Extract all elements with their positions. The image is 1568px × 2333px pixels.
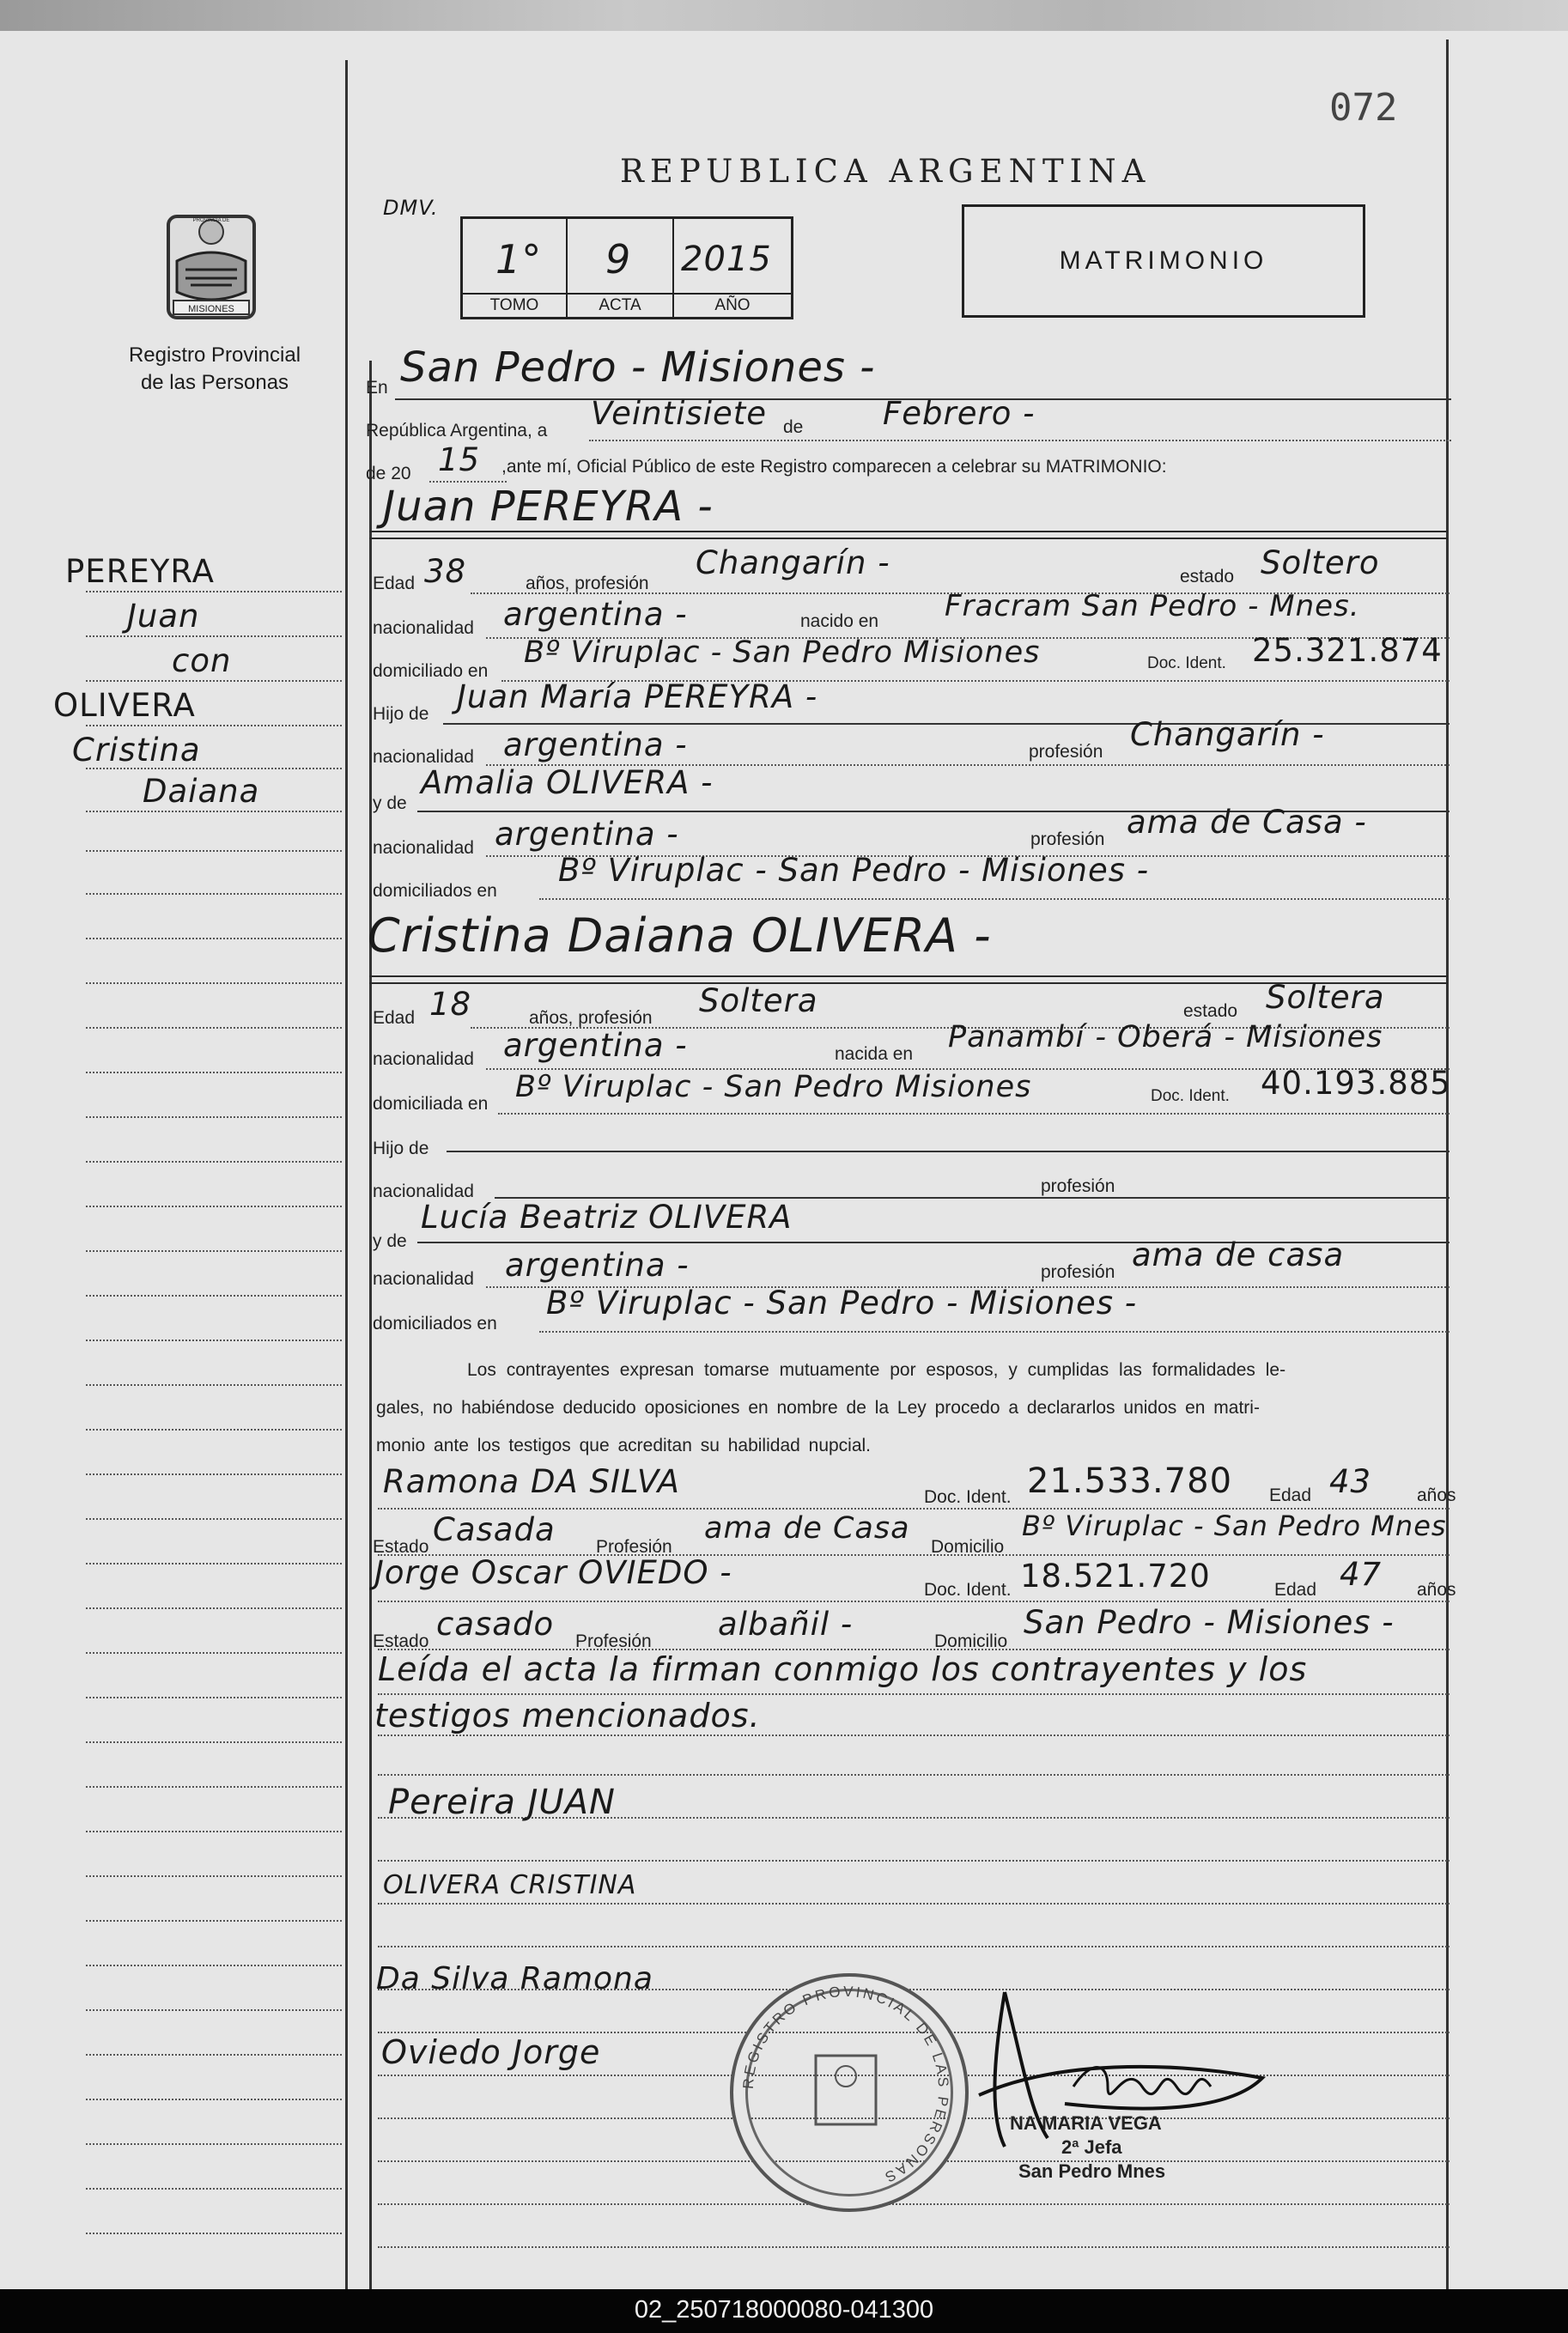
margin-line (86, 1607, 342, 1609)
witness1-addr-label: Domicilio (931, 1537, 1005, 1557)
anio-label: AÑO (674, 293, 791, 317)
bride-mother-nat-label: nacionalidad (373, 1269, 474, 1289)
svg-text:PROVINCIA DE: PROVINCIA DE (192, 218, 230, 223)
groom-mother: Amalia OLIVERA - (421, 764, 714, 801)
bride-father-prof-label: profesión (1041, 1176, 1115, 1196)
margin-line (86, 1027, 342, 1029)
groom-profession-label: años, profesión (526, 574, 649, 593)
margin-line (86, 811, 342, 812)
registry-name (103, 342, 326, 397)
groom-father-label: Hijo de (373, 704, 429, 724)
registry-name-line1: Registro Provincial (128, 343, 301, 367)
bride-mother-prof-label: profesión (1041, 1262, 1115, 1282)
officer-place: San Pedro Mnes (1018, 2160, 1166, 2182)
margin-line (86, 1741, 342, 1743)
year-suffix-value: 15 (438, 441, 481, 478)
witness2-addr-label: Domicilio (934, 1631, 1008, 1651)
margin-line (86, 1831, 342, 1832)
officer-name: NA MARIA VEGA (1010, 2112, 1162, 2134)
right-page-rule (1446, 39, 1449, 2289)
groom-section-rule (369, 538, 1448, 539)
bride-profession-label: años, profesión (529, 1008, 653, 1028)
margin-line (86, 1473, 342, 1475)
witness2-age: 47 (1340, 1556, 1383, 1593)
groom-age: 38 (424, 553, 467, 590)
declaration-line2: gales, no habiéndose deducido oposiciones en nombre de la Ley procedo a declararlos unidos en matri- (376, 1398, 1260, 1418)
bride-father-nat-label: nacionalidad (373, 1182, 474, 1201)
bride-name: Cristina Daiana OLIVERA - (368, 908, 992, 963)
acta-label: ACTA (568, 293, 672, 317)
bride-nat-label: nacionalidad (373, 1049, 474, 1069)
tomo-value: 1° (495, 236, 543, 283)
margin-line (86, 982, 342, 984)
groom-father-prof-label: profesión (1029, 742, 1103, 762)
bride-line-3 (498, 1113, 1449, 1115)
margin-line (86, 725, 342, 726)
bride-line-4 (447, 1151, 1449, 1152)
margin-line (86, 2188, 342, 2190)
margin-line (86, 635, 342, 637)
groom-age-label: Edad (373, 574, 416, 593)
margin-line (86, 1384, 342, 1386)
groom-line-8 (539, 898, 1449, 900)
bride-age-label: Edad (373, 1008, 416, 1028)
groom-nat-label: nacionalidad (373, 618, 474, 638)
witness1-anos-label: años (1417, 1485, 1456, 1505)
margin-note-line4: OLIVERA (53, 687, 196, 724)
bride-address: Bº Viruplac - San Pedro Misiones (515, 1070, 1032, 1104)
margin-line (86, 768, 342, 769)
witness1-doc: 21.533.780 (1027, 1461, 1233, 1501)
margin-line (86, 2143, 342, 2145)
witness2-status: casado (436, 1606, 555, 1643)
declaration-line1: Los contrayentes expresan tomarse mutuamente por esposos, y cumplidas las formalidades le- (467, 1360, 1286, 1380)
margin-line (86, 1875, 342, 1877)
witness2-name: Jorge Oscar OVIEDO - (374, 1554, 732, 1591)
groom-name-rule (369, 531, 1448, 532)
groom-father-nat-label: nacionalidad (373, 747, 474, 767)
body-line (378, 2246, 1449, 2248)
bride-status: Soltera (1266, 979, 1385, 1016)
day-value: Veintisiete (591, 395, 768, 432)
margin-line (86, 938, 342, 939)
act-type-box: MATRIMONIO (962, 204, 1365, 318)
anio-value: 2015 (681, 240, 772, 279)
anio-cell (674, 219, 791, 317)
groom-birthplace: Fracram San Pedro - Mnes. (945, 589, 1360, 623)
top-edge (0, 0, 1568, 31)
declaration-line3: monio ante los testigos que acreditan su habilidad nupcial. (376, 1436, 872, 1455)
bride-doc-label: Doc. Ident. (1151, 1087, 1230, 1105)
margin-line (86, 1429, 342, 1431)
margin-line (86, 1116, 342, 1118)
closing-rule-2 (378, 1735, 1449, 1736)
witness1-age: 43 (1329, 1463, 1372, 1500)
bride-father-label: Hijo de (373, 1139, 429, 1158)
margin-note-line2: Juan (127, 598, 200, 635)
groom-father-profession: Changarín - (1130, 716, 1325, 753)
witness2-address: San Pedro - Misiones - (1024, 1604, 1395, 1641)
margin-note-line1: PEREYRA (65, 553, 215, 590)
closing-line2: testigos mencionados. (374, 1697, 761, 1735)
margin-line (86, 1563, 342, 1564)
witness2-prof-label: Profesión (575, 1631, 652, 1651)
acta-value: 9 (605, 236, 632, 283)
republica-label: República Argentina, a (366, 421, 548, 440)
margin-line (86, 2054, 342, 2056)
body-line (378, 1903, 1449, 1905)
groom-addr-label: domiciliado en (373, 661, 489, 681)
margin-note-line3: con (172, 642, 232, 679)
groom-birth-label: nacido en (800, 611, 879, 631)
signature-bride: OLIVERA CRISTINA (383, 1870, 637, 1900)
witness2-doc-label: Doc. Ident. (924, 1580, 1012, 1600)
bride-birthplace: Panambí - Oberá - Misiones (948, 1020, 1383, 1054)
margin-line (86, 1697, 342, 1698)
groom-profession: Changarín - (696, 544, 890, 581)
margin-line (86, 1965, 342, 1966)
groom-mother-nat-label: nacionalidad (373, 838, 474, 858)
footer-code: 02_250718000080-041300 (634, 2296, 934, 2324)
witness2-status-label: Estado (373, 1631, 429, 1651)
closing-line1: Leída el acta la firman conmigo los contrayentes y los (378, 1650, 1308, 1688)
witness2-line (378, 1601, 1449, 1602)
bride-birth-label: nacida en (835, 1044, 914, 1064)
witness2-doc: 18.521.720 (1020, 1558, 1211, 1595)
margin-line (86, 2233, 342, 2234)
margin-line (86, 1340, 342, 1341)
date-line (589, 440, 1451, 441)
margin-line (86, 1206, 342, 1207)
groom-mother-label: y de (373, 793, 407, 813)
signature-groom: Pereira JUAN (388, 1783, 616, 1822)
margin-line (86, 1161, 342, 1163)
witness1-name: Ramona DA SILVA (383, 1463, 680, 1500)
bride-name-rule (369, 975, 1448, 977)
de-label: de (783, 417, 804, 437)
bride-mother-profession: ama de casa (1132, 1236, 1345, 1273)
page-number: 072 (1329, 86, 1398, 130)
officer-role: 2ª Jefa (1061, 2136, 1122, 2158)
country-title: REPUBLICA ARGENTINA (620, 153, 1152, 190)
margin-note-line5: Cristina (72, 732, 201, 769)
witness1-prof-label: Profesión (596, 1537, 672, 1557)
ante-label: ,ante mí, Oficial Público de este Registro comparecen a celebrar su MATRIMONIO: (501, 457, 1167, 477)
registry-name-line2: de las Personas (140, 371, 289, 394)
groom-address: Bº Viruplac - San Pedro Misiones (524, 635, 1041, 670)
coat-of-arms-icon (156, 210, 266, 328)
acta-cell (568, 219, 674, 317)
body-line (378, 1860, 1449, 1862)
signature-witness2: Oviedo Jorge (381, 2033, 601, 2071)
groom-nationality: argentina - (503, 596, 688, 633)
tomo-label: TOMO (463, 293, 566, 317)
witness2-age-label: Edad (1274, 1580, 1317, 1600)
margin-line (86, 1920, 342, 1922)
witness1-status: Casada (433, 1511, 556, 1548)
groom-mother-profession: ama de Casa - (1127, 804, 1367, 841)
left-column-rule (345, 60, 348, 2289)
groom-name: Juan PEREYRA - (383, 483, 714, 531)
margin-line (86, 1652, 342, 1654)
bride-addr-label: domiciliada en (373, 1094, 489, 1114)
inner-column-rule (369, 361, 372, 2289)
bride-parents-addr-label: domiciliados en (373, 1314, 497, 1334)
bride-parents-address: Bº Viruplac - San Pedro - Misiones - (546, 1285, 1138, 1321)
bride-nationality: argentina - (503, 1027, 688, 1064)
margin-line (86, 1072, 342, 1073)
witness1-address: Bº Viruplac - San Pedro Mnes (1022, 1510, 1447, 1542)
registry-box (460, 216, 793, 319)
groom-parents-address: Bº Viruplac - San Pedro - Misiones - (558, 852, 1150, 889)
margin-line (86, 2099, 342, 2100)
groom-doc: 25.321.874 (1252, 632, 1443, 669)
witness1-status-label: Estado (373, 1537, 429, 1557)
svg-text:REGISTRO PROVINCIAL DE LAS PER: REGISTRO PROVINCIAL DE LAS PERSONAS (739, 1983, 952, 2187)
groom-doc-label: Doc. Ident. (1147, 654, 1226, 672)
month-value: Febrero - (883, 395, 1036, 432)
witness1-profession: ama de Casa (704, 1511, 910, 1546)
margin-line (86, 1250, 342, 1252)
bride-line-8 (539, 1331, 1449, 1333)
groom-status-label: estado (1180, 567, 1235, 586)
bride-doc: 40.193.885 (1261, 1065, 1451, 1102)
groom-father: Juan María PEREYRA - (457, 678, 818, 715)
bride-mother: Lucía Beatriz OLIVERA (421, 1199, 793, 1236)
groom-mother-nationality: argentina - (495, 816, 679, 853)
groom-father-nationality: argentina - (503, 726, 688, 763)
en-label: En (366, 378, 388, 398)
bride-age: 18 (429, 986, 472, 1023)
bride-mother-nationality: argentina - (505, 1247, 690, 1284)
witness2-profession: albañil - (718, 1606, 854, 1643)
place-value: San Pedro - Misiones - (400, 343, 876, 392)
witness2-anos-label: años (1417, 1580, 1456, 1600)
margin-line (86, 1518, 342, 1520)
margin-line (86, 2009, 342, 2011)
body-line (378, 1946, 1449, 1947)
margin-note-line6: Daiana (143, 773, 260, 810)
bride-status-label: estado (1183, 1001, 1238, 1021)
tomo-cell (463, 219, 568, 317)
groom-status: Soltero (1261, 544, 1380, 581)
margin-line (86, 591, 342, 592)
svg-text:MISIONES: MISIONES (188, 304, 234, 314)
year-prefix-label: de 20 (366, 464, 411, 483)
witness1-doc-label: Doc. Ident. (924, 1487, 1012, 1507)
bride-profession: Soltera (699, 982, 818, 1019)
closing-rule-1 (378, 1693, 1449, 1695)
margin-line (86, 1295, 342, 1297)
groom-mother-prof-label: profesión (1030, 829, 1105, 849)
body-line (378, 1774, 1449, 1776)
margin-line (86, 893, 342, 895)
initials: DMV. (383, 196, 439, 220)
witness1-age-label: Edad (1269, 1485, 1312, 1505)
signature-witness1: Da Silva Ramona (376, 1961, 653, 1996)
bride-mother-label: y de (373, 1231, 407, 1251)
margin-line (86, 850, 342, 852)
margin-line (86, 680, 342, 682)
groom-parents-addr-label: domiciliados en (373, 881, 497, 901)
margin-line (86, 1786, 342, 1788)
